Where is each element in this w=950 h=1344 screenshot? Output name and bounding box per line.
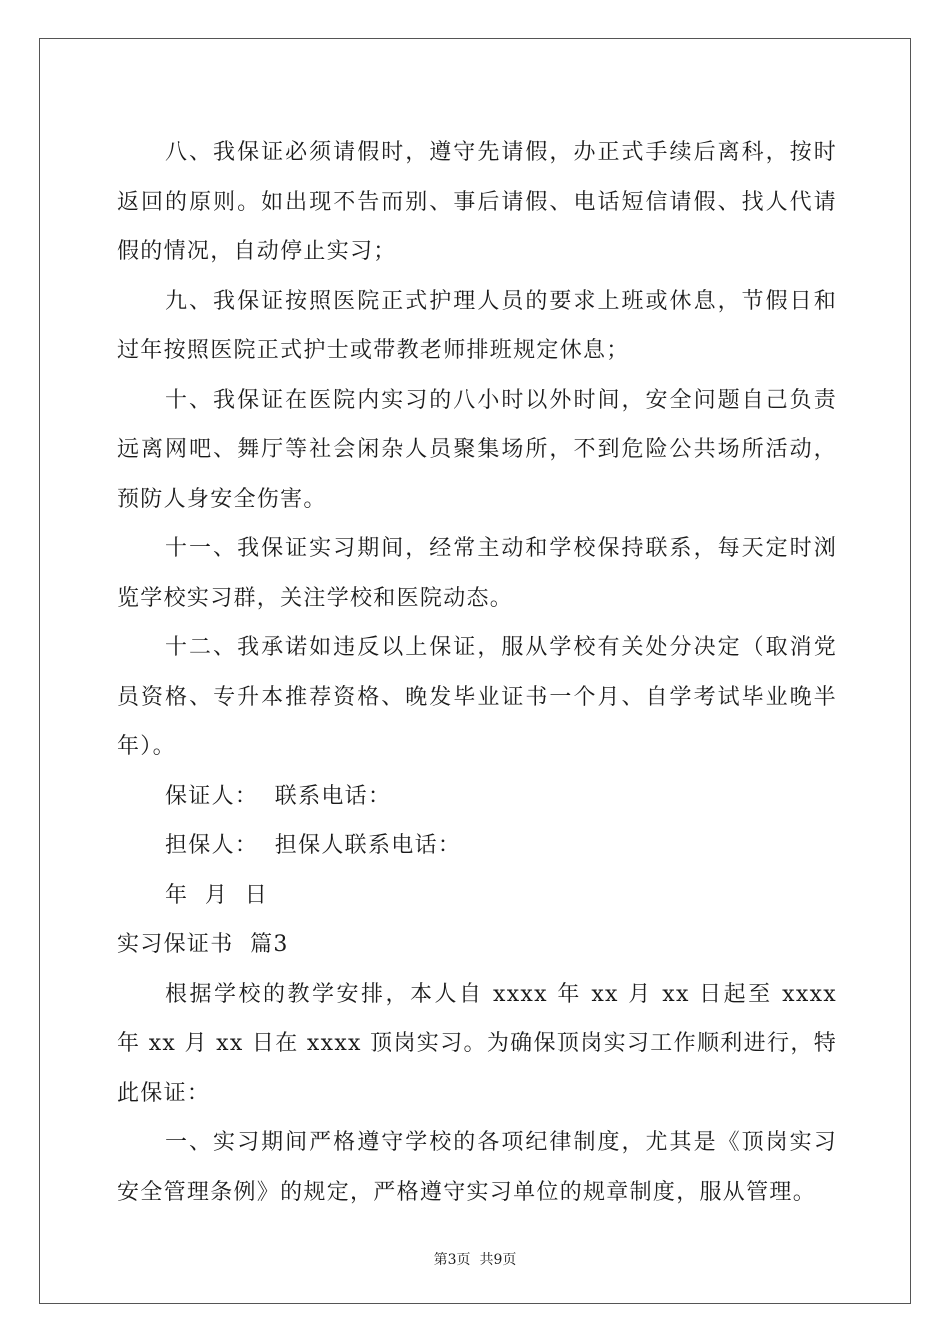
clause-8: 八、我保证必须请假时，遵守先请假，办正式手续后离科，按时返回的原则。如出现不告而别、事后请假、电话短信请假、找人代请假的情况，自动停止实习；	[117, 140, 837, 264]
page-number-footer: 第3页 共9页	[433, 1252, 517, 1268]
clause-10: 十、我保证在医院内实习的八小时以外时间，安全问题自己负责远离网吧、舞厅等社会闲杂人员聚集场所，不到危险公共场所活动，预防人身安全伤害。	[117, 387, 837, 512]
clause-12: 十二、我承诺如违反以上保证，服从学校有关处分决定（取消党员资格、专升本推荐资格、晚发毕业证书一个月、自学考试毕业晚半年）。	[117, 635, 837, 759]
clause-9: 九、我保证按照医院正式护理人员的要求上班或休息，节假日和过年按照医院正式护士或带教老师排班规定休息；	[117, 288, 837, 363]
intro-paragraph: 根据学校的教学安排，本人自 xxxx 年 xx 月 xx 日起至 xxxx 年 xx 月 xx 日在 xxxx 顶岗实习。为确保顶岗实习工作顺利进行，特此保证：	[117, 981, 837, 1106]
section-heading: 实习保证书 篇3	[117, 932, 289, 957]
clause-11: 十一、我保证实习期间，经常主动和学校保持联系，每天定时浏览学校实习群，关注学校和医院动态。	[117, 536, 837, 611]
clause-1: 一、实习期间严格遵守学校的各项纪律制度，尤其是《顶岗实习安全管理条例》的规定，严格遵守实习单位的规章制度，服从管理。	[117, 1130, 837, 1205]
sponsor-line: 担保人： 担保人联系电话：	[165, 833, 462, 858]
guarantor-line: 保证人： 联系电话：	[165, 783, 392, 809]
document-body	[117, 128, 837, 1217]
date-line: 年 月 日	[165, 882, 269, 908]
